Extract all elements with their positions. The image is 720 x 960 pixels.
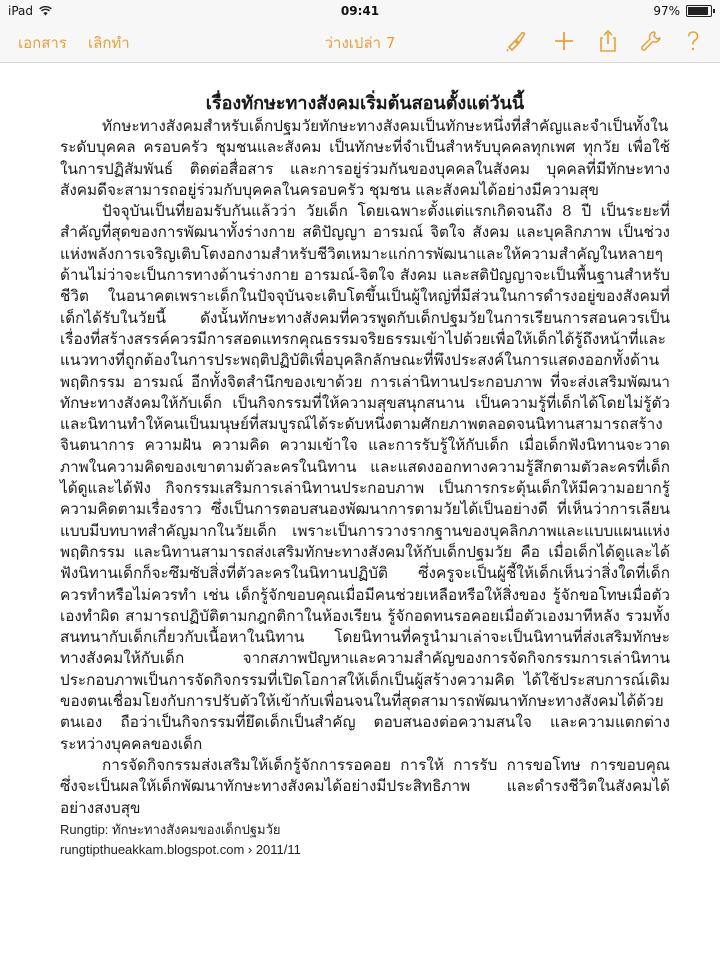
add-icon[interactable]: [551, 28, 577, 54]
paragraph-2: ปัจจุบันเป็นที่ยอมรับกันแล้วว่า วัยเด็ก โดยเฉพาะตั้งแต่แรกเกิดจนถึง 8 ปี เป็นระยะที่สำคัญที่สุดของการพัฒนาทั้งร่างกาย สติปัญญา อารมณ์ จิตใจ สังคม และบุคลิกภาพ เป็นช่วงแห่งพลังการเจริญเติบโตงอกงามสำหรับชีวิตเหมาะแก่การพัฒนาและให้ความสำคัญในหลายๆด้านไม่ว่าจะเป็นการทางด้านร่างกาย อารมณ์-จิตใจ สังคม และสติปัญญาจะเป็นพื้นฐานสำหรับชีวิต ในอนาคตเพราะเด็กในปัจจุบันจะเติบโตขึ้นเป็นผู้ใหญ่ที่มีส่วนในการดำรงอยู่ของสังคมที่เด็กได้รับในวัยนี้ ดังนั้นทักษะทางสังคมที่ควรพูดกับเด็กปฐมวัยในการเรียนการสอนควรเป็นเรื่องที่สร้างสรรค์ควรมีการสอดแทรกคุณธรรมจริยธรรมเข้าไปด้วยเพื่อให้เด็กได้รู้ถึงหน้าที่และแนวทางที่ถูกต้องในการประพฤติปฏิบัติเพื่อบุคลิกลักษณะที่พึงประสงค์ในการแสดงออกทั้งด้านพฤติกรรม อารมณ์ อีกทั้งจิตสำนึกของเขาด้วย การเล่านิทานประกอบภาพ ที่จะส่งเสริมพัฒนาทักษะทางสังคมให้กับเด็ก เป็นกิจกรรมที่ให้ความสุขสนุกสนาน เป็นความรู้ที่เด็กได้โดยไม่รู้ตัว และนิทานทำให้คนเป็นมนุษย์ที่สมบูรณ์ได้ระดับหนึ่งตามศักยภาพตลอดจนนิทานสามารถสร้างจินตนาการ ความฝัน ความคิด ความเข้าใจ และการรับรู้ให้กับเด็ก เมื่อเด็กฟังนิทานจะวาดภาพในความคิดของเขาตามตัวละครในนิทาน และแสดงออกทางความรู้สึกตามตัวละครที่เด็กได้ดูและได้ฟัง กิจกรรมเสริมการเล่านิทานประกอบภาพ เป็นการกระตุ้นเด็กให้มีความอยากรู้ ความคิดตามเรื่องราว ซึ่งเป็นการตอบสนองพัฒนาการตามวัยได้เป็นอย่างดี ที่เห็นว่าการเลียนแบบมีบทบาทสำคัญมากในวัยเด็ก เพราะเป็นการวางรากฐานของบุคลิกภาพและแบบแผนแห่งพฤติกรรม และนิทานสามารถส่งเสริมทักษะทางสังคมให้กับเด็กปฐมวัย คือ เมื่อเด็กได้ดูและได้ฟังนิทานเด็กก็จะซึมซับสิ่งที่ตัวละครในนิทานปฏิบัติ ซึ่งครูจะเป็นผู้ชี้ให้เด็กเห็นว่าสิ่งใดที่เด็กควรทำหรือไม่ควรทำ เช่น เด็กรู้จักขอบคุณเมื่อมีคนช่วยเหลือหรือให้สิ่งของ รู้จักขอโทษเมื่อตัวเองทำผิด สามารถปฏิบัติตามกฎกติกาในห้องเรียน รู้จักอดทนรอคอยเมื่อตัวเองมาทีหลัง รวมทั้งสนทนากับเด็กเกี่ยวกับเนื้อหาในนิทาน โดยนิทานที่ครูนำมาเล่าจะเป็นนิทานที่ส่งเสริมทักษะทางสังคมให้กับเด็ก จากสภาพปัญหาและความสำคัญของการจัดกิจกรรมการเล่านิทานประกอบภาพเป็นการจัดกิจกรรมที่เปิดโอกาสให้เด็กเป็นผู้สร้างความคิด ได้ใช้ประสบการณ์เดิมของตนเชื่อมโยงกับการปรับตัวให้เข้ากับเพื่อนจนในที่สุดสามารถพัฒนาทักษะทางสังคมได้ด้วยตนเอง ถือว่าเป็นกิจกรรมที่ยึดเด็กเป็นสำคัญ ตอบสนองต่อความสนใจ และความแตกต่างระหว่างบุคคลของเด็ก: [60, 202, 670, 753]
paragraph-3: การจัดกิจกรรมส่งเสริมให้เด็กรู้จักการรอคอย การให้ การรับ การขอโทษ การขอบคุณ ซึ่งจะเป็นผลให้เด็กพัฒนาทักษะทางสังคมได้อย่างมีประสิทธิภาพ และดำรงชีวิตในสังคมได้อย่างสงบสุข: [60, 755, 670, 817]
reference-line-1: Rungtip: ทักษะทางสังคมของเด็กปฐมวัย: [60, 822, 281, 837]
toolbar: [0, 22, 720, 63]
status-bar: [0, 0, 720, 22]
status-right: [653, 4, 712, 18]
help-icon[interactable]: [680, 28, 706, 54]
source-reference: [60, 820, 301, 860]
undo-button[interactable]: เลิกทำ: [88, 34, 130, 52]
format-paintbrush-icon[interactable]: [503, 28, 529, 54]
document-title[interactable]: ว่างเปล่า 7: [324, 34, 396, 52]
documents-button[interactable]: เอกสาร: [18, 34, 67, 52]
wrench-icon[interactable]: [638, 28, 664, 54]
share-icon[interactable]: [595, 28, 621, 54]
paragraph-1: ทักษะทางสังคมสำหรับเด็กปฐมวัยทักษะทางสังคมเป็นทักษะหนึ่งที่สำคัญและจำเป็นทั้งในระดับบุคคล ครอบครัว ชุมชนและสังคม เป็นทักษะที่จำเป็นสำหรับบุคคลทุกเพศ ทุกวัย เพื่อใช้ในการปฏิสัมพันธ์ ติดต่อสื่อสาร และการอยู่ร่วมกันของบุคคลในสังคม บุคคลที่มีทักษะทางสังคมดีจะสามารถอยู่ร่วมกับบุคคลในครอบครัว ชุมชน และสังคมได้อย่างมีความสุข: [60, 117, 670, 199]
status-time: 09:41: [340, 4, 380, 18]
document-body[interactable]: [60, 92, 670, 819]
reference-line-2: rungtipthueakkam.blogspot.com › 2011/11: [60, 842, 301, 857]
battery-percent: 97%: [653, 4, 680, 18]
carrier-label: iPad: [8, 4, 34, 18]
document-heading: เรื่องทักษะทางสังคมเริ่มต้นสอนตั้งแต่วันนี้: [205, 93, 525, 114]
battery-icon: [686, 5, 712, 17]
